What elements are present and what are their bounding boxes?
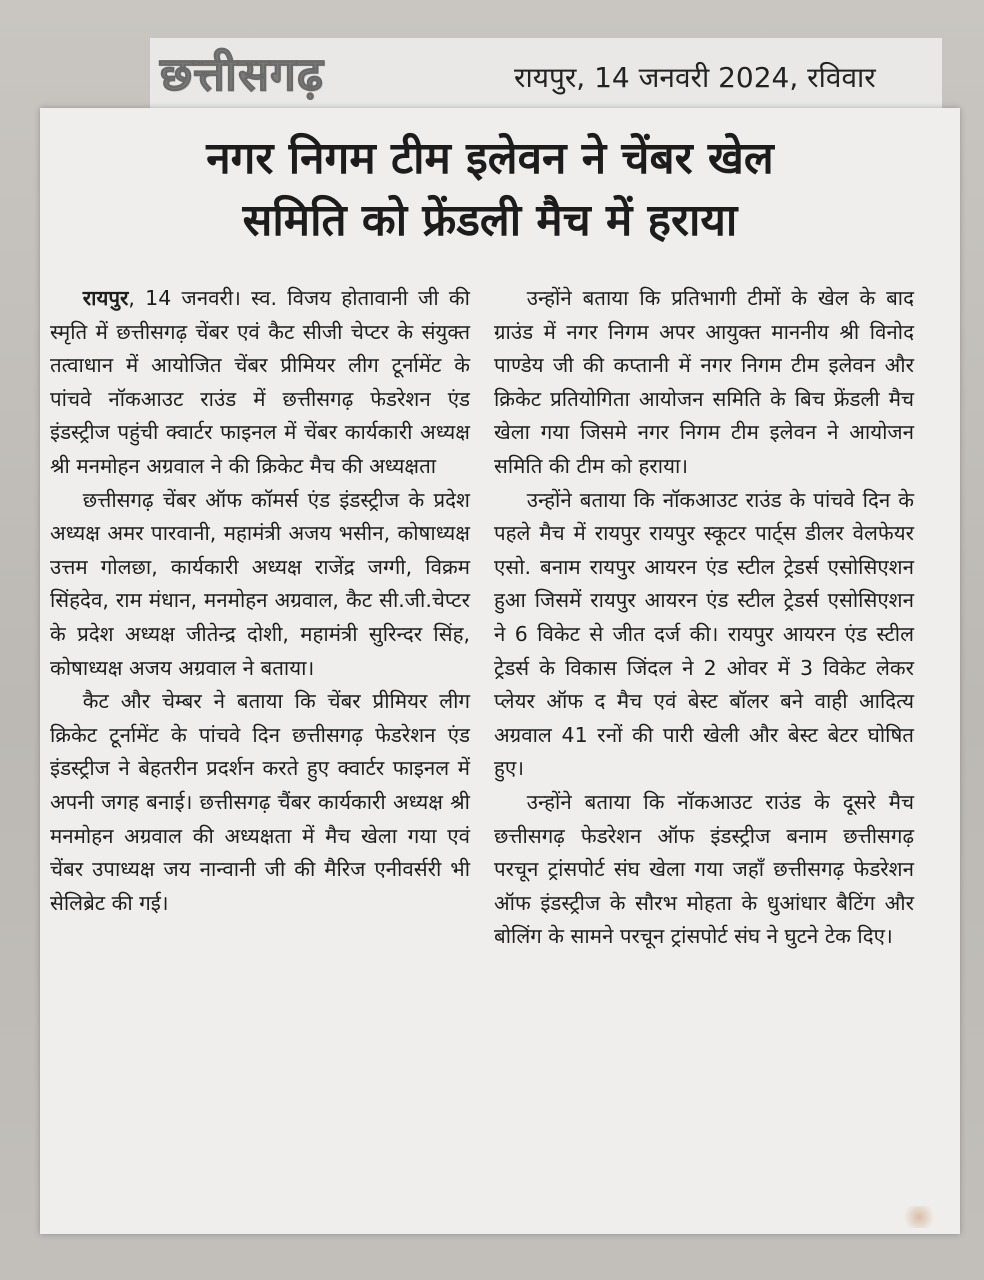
left-paragraph-1-text: , 14 जनवरी। स्व. विजय होतावानी जी की स्मृति में छत्तीसगढ़ चेंबर एवं कैट सीजी चेप्टर के संयुक्त तत्वाधान में आयोजित चेंबर प्रीमियर लीग टूर्नामेंट के पांचवे नॉकआउट राउंड में छत्तीसगढ़ फेडरेशन एंड इंडस्ट्रीज पहुंची क्वार्टर फाइनल में चेंबर कार्यकारी अध्यक्ष श्री मनमोहन अग्रवाल ने की क्रिकेट मैच की अध्यक्षता [50, 286, 470, 478]
headline-line-2: समिति को फ्रेंडली मैच में हराया [242, 195, 738, 246]
masthead-logo: छत्तीसगढ़ [160, 47, 324, 101]
masthead-dateline: रायपुर, 14 जनवरी 2024, रविवार [514, 61, 876, 94]
left-paragraph-2: छत्तीसगढ़ चेंबर ऑफ कॉमर्स एंड इंडस्ट्रीज के प्रदेश अध्यक्ष अमर पारवानी, महामंत्री अजय भसीन, कोषाध्यक्ष उत्तम गोलछा, कार्यकारी अध्यक्ष राजेंद्र जग्गी, विक्रम सिंहदेव, राम मंधान, मनमोहन अग्रवाल, कैट सी.जी.चेप्टर के प्रदेश अध्यक्ष जीतेन्द्र दोशी, महामंत्री सुरिन्दर सिंह, कोषाध्यक्ष अजय अग्रवाल ने बताया। [50, 487, 470, 680]
left-paragraph-3: कैट और चेम्बर ने बताया कि चेंबर प्रीमियर लीग क्रिकेट टूर्नामेंट के पांचवे दिन छत्तीसगढ़ फेडरेशन एंड इंडस्ट्रीज ने बेहतरीन प्रदर्शन करते हुए क्वार्टर फाइनल में अपनी जगह बनाई। छत्तीसगढ़ चैंबर कार्यकारी अध्यक्ष श्री मनमोहन अग्रवाल की अध्यक्षता में मैच खेला गया एवं चेंबर उपाध्यक्ष जय नान्वानी जी की मैरिज एनीवर्सरी भी सेलिब्रेट की गई। [50, 689, 470, 915]
headline-line-1: नगर निगम टीम इलेवन ने चेंबर खेल [206, 133, 774, 184]
right-paragraph-3: उन्होंने बताया कि नॉकआउट राउंड के दूसरे मैच छत्तीसगढ़ फेडरेशन ऑफ इंडस्ट्रीज बनाम छत्तीसगढ़ परचून ट्रांसपोर्ट संघ खेला गया जहाँ छत्तीसगढ़ फेडरेशन ऑफ इंडस्ट्रीज के सौरभ मोहता के धुआंधार बैटिंग और बोलिंग के सामने परचून ट्रांसपोर्ट संघ ने घुटने टेक दिए। [494, 789, 914, 949]
article-left-column [50, 282, 470, 920]
article-headline [60, 128, 920, 252]
paper-stain [900, 1206, 938, 1228]
right-paragraph-1: उन्होंने बताया कि प्रतिभागी टीमों के खेल के बाद ग्राउंड में नगर निगम अपर आयुक्त माननीय श्री विनोद पाण्डेय जी की कप्तानी में नगर निगम टीम इलेवन और क्रिकेट प्रतियोगिता आयोजन समिति के बिच फ्रेंडली मैच खेला गया जिसमे नगर निगम टीम इलेवन ने आयोजन समिति की टीम को हराया। [494, 286, 914, 478]
left-paragraph-1 [50, 282, 470, 484]
article-right-column [494, 282, 914, 954]
article-dateline: रायपुर [82, 286, 129, 310]
right-paragraph-2: उन्होंने बताया कि नॉकआउट राउंड के पांचवे दिन के पहले मैच में रायपुर रायपुर स्कूटर पार्ट्स डीलर वेलफेयर एसो. बनाम रायपुर आयरन एंड स्टील ट्रेडर्स एसोसिएशन हुआ जिसमें रायपुर आयरन एंड स्टील ट्रेडर्स एसोसिएशन ने 6 विकेट से जीत दर्ज की। रायपुर आयरन एंड स्टील ट्रेडर्स के विकास जिंदल ने 2 ओवर में 3 विकेट लेकर प्लेयर ऑफ द मैच एवं बेस्ट बॉलर बने वाही आदित्य अग्रवाल 41 रनों की पारी खेली और बेस्ट बेटर घोषित हुए। [494, 487, 914, 781]
